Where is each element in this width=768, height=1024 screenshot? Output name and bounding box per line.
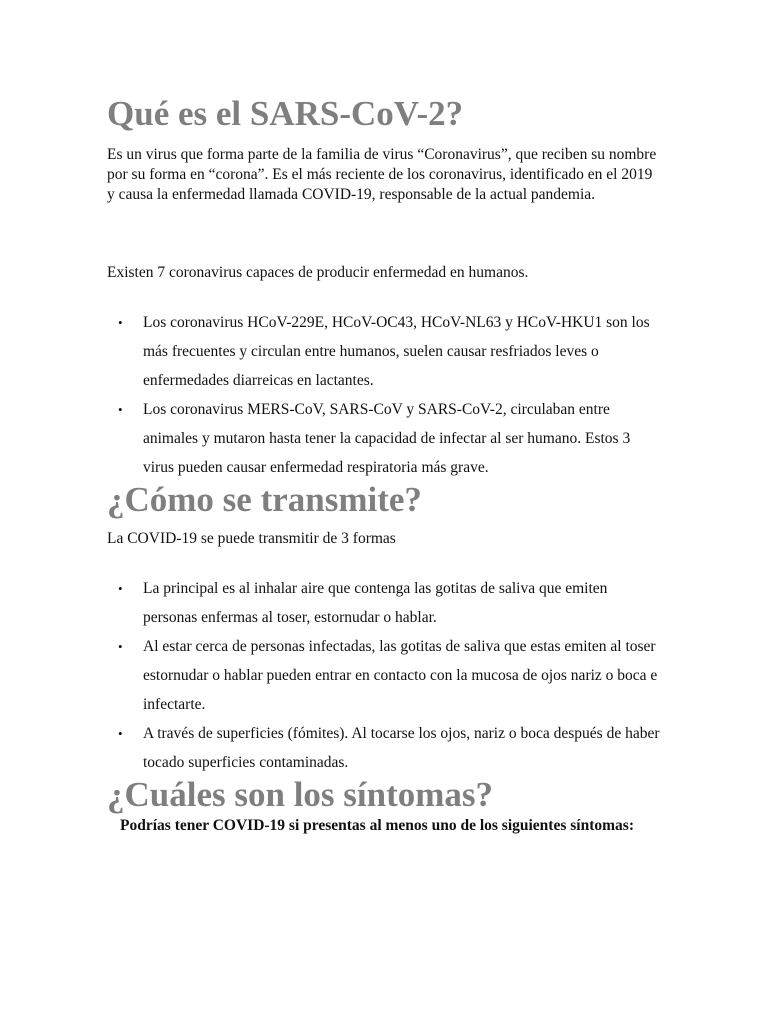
list-item bbox=[107, 395, 662, 482]
transmission-intro: La COVID-19 se puede transmitir de 3 formas bbox=[107, 530, 396, 547]
list-item-text: A través de superficies (fómites). Al tocarse los ojos, nariz o boca después de haber tocado superficies contaminadas. bbox=[143, 725, 660, 771]
symptoms-subtitle: Podrías tener COVID-19 si presentas al menos uno de los siguientes síntomas: bbox=[120, 817, 634, 834]
bullet-icon: • bbox=[118, 402, 123, 417]
coronavirus-count-text: Existen 7 coronavirus capaces de producir enfermedad en humanos. bbox=[107, 264, 529, 281]
list-item-text: Los coronavirus MERS-CoV, SARS-CoV y SARS-CoV-2, circulaban entre animales y mutaron hasta tener la capacidad de infectar al ser humano. Estos 3 virus pueden causar enfermedad respiratoria más grave. bbox=[143, 401, 631, 476]
list-item bbox=[107, 632, 662, 719]
section-title-symptoms: ¿Cuáles son los síntomas? bbox=[107, 775, 494, 814]
section-title-transmission: ¿Cómo se transmite? bbox=[107, 480, 422, 519]
transmission-list bbox=[107, 574, 662, 777]
list-item bbox=[107, 719, 662, 777]
list-item bbox=[107, 308, 662, 395]
section-title-what-is: Qué es el SARS-CoV-2? bbox=[107, 94, 464, 133]
list-item-text: La principal es al inhalar aire que contenga las gotitas de saliva que emiten personas enfermas al toser, estornudar o hablar. bbox=[143, 580, 608, 626]
coronavirus-list bbox=[107, 308, 662, 482]
bullet-icon: • bbox=[118, 726, 123, 741]
intro-paragraph: Es un virus que forma parte de la familia de virus “Coronavirus”, que reciben su nombre por su forma en “corona”. Es el más reciente de los coronavirus, identificado en el 2019 y causa la enfermedad llamada COVID-19, responsable de la actual pandemia. bbox=[107, 146, 657, 203]
bullet-icon: • bbox=[118, 639, 123, 654]
list-item-text: Los coronavirus HCoV-229E, HCoV-OC43, HCoV-NL63 y HCoV-HKU1 son los más frecuentes y circulan entre humanos, suelen causar resfriados leves o enfermedades diarreicas en lactantes. bbox=[143, 314, 650, 389]
list-item-text: Al estar cerca de personas infectadas, las gotitas de saliva que estas emiten al toser estornudar o hablar pueden entrar en contacto con la mucosa de ojos nariz o boca e infectarte. bbox=[143, 638, 658, 713]
bullet-icon: • bbox=[118, 315, 123, 330]
list-item bbox=[107, 574, 662, 632]
bullet-icon: • bbox=[118, 581, 123, 596]
